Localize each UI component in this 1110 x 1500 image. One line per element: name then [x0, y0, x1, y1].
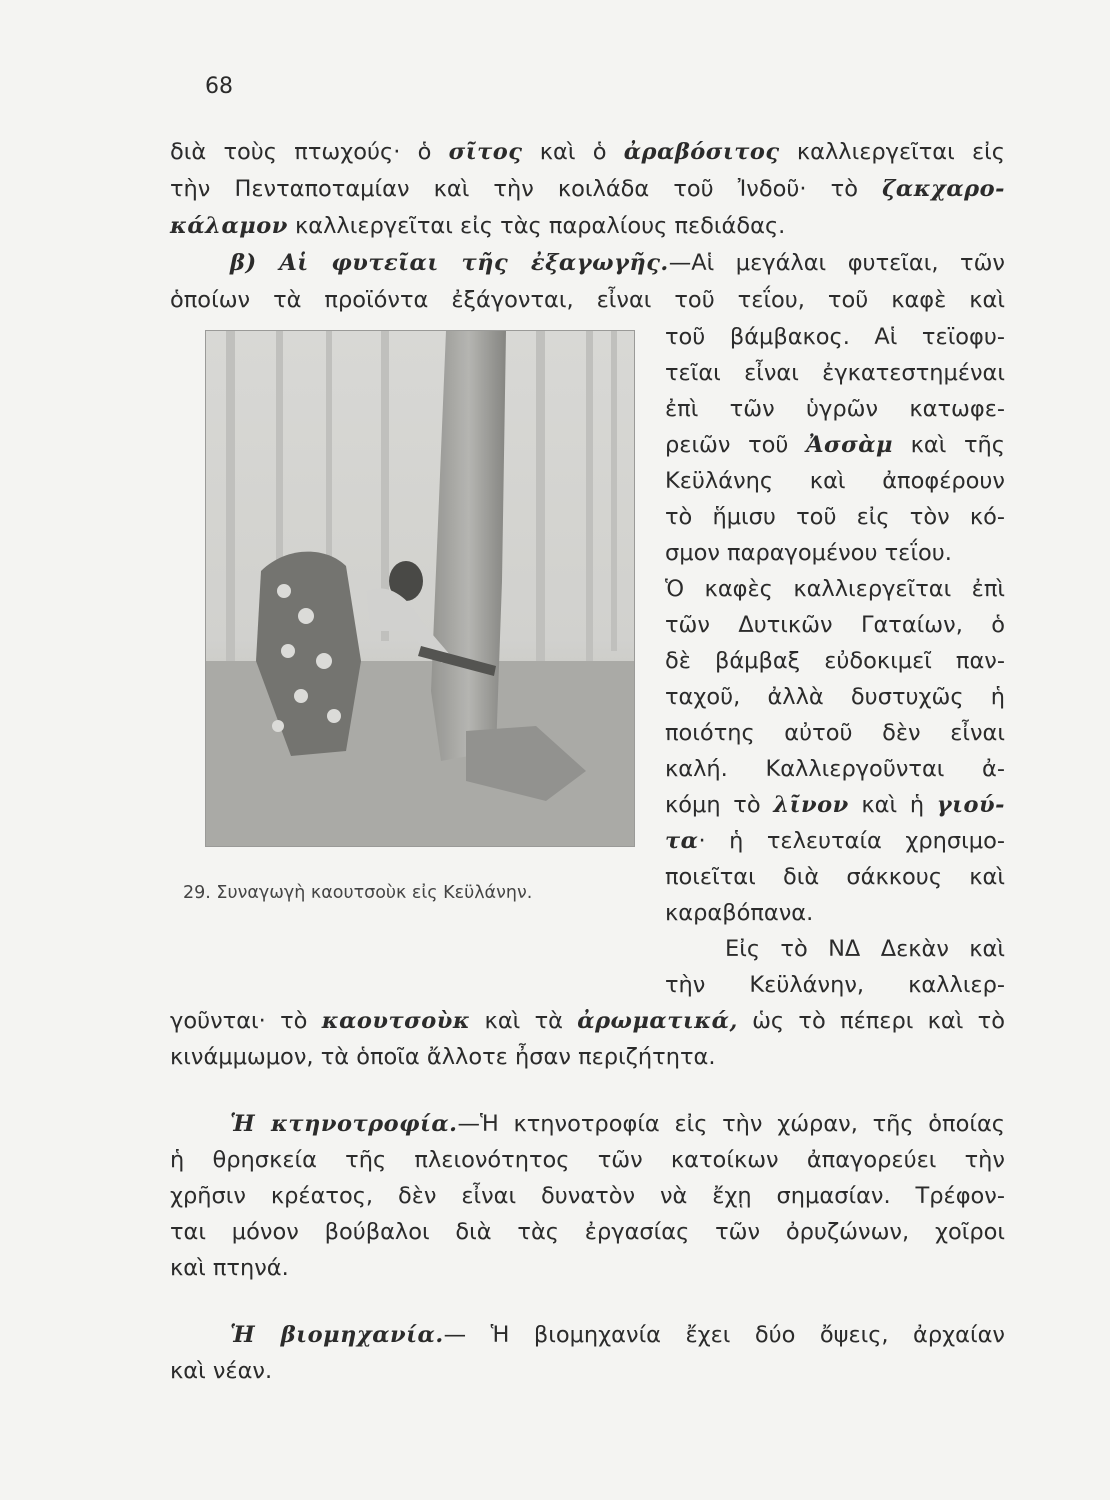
emphasized-term: γιού-	[936, 792, 1005, 818]
text-segment: τὸ ἥμισυ τοῦ εἰς τὸν κό-	[665, 504, 1005, 530]
text-segment: τοῦ βάμβακος. Αἱ τεϊοφυ-	[665, 324, 1005, 350]
column-line	[665, 716, 1005, 751]
figure-caption: 29. Συναγωγὴ καουτσοὺκ εἰς Κεϋλάνην.	[183, 883, 533, 903]
emphasized-term: λῖνον	[773, 792, 849, 818]
column-line	[665, 608, 1005, 643]
text-segment: καὶ ἡ	[848, 792, 937, 818]
column-line	[665, 572, 1005, 607]
column-line	[665, 644, 1005, 679]
text-segment: κόμη τὸ	[665, 792, 774, 818]
column-line	[665, 788, 1005, 823]
text-segment: ἡ θρησκεία τῆς πλειονότητος τῶν κατοίκων ἀπαγορεύει τὴν	[170, 1147, 1005, 1173]
emphasized-term: Ἡ βιομηχανία.	[230, 1322, 444, 1348]
text-line	[170, 209, 785, 244]
text-line	[170, 135, 1005, 170]
text-line	[170, 172, 1005, 207]
text-segment: ταχοῦ, ἀλλὰ δυστυχῶς ἡ	[665, 684, 1005, 710]
text-segment: καὶ πτηνά.	[170, 1255, 289, 1281]
text-segment: ὡς τὸ πέπερι καὶ τὸ	[737, 1008, 1005, 1034]
column-line	[665, 824, 1005, 859]
text-segment: ἐπὶ τῶν ὑγρῶν κατωφε-	[665, 396, 1005, 422]
emphasized-term: Ἡ κτηνοτροφία.	[230, 1111, 458, 1137]
text-segment: Εἰς τὸ ΝΔ Δεκὰν καὶ	[725, 936, 1005, 962]
text-segment: καλλιεργεῖται εἰς	[779, 139, 1005, 165]
text-segment: ποιεῖται διὰ σάκκους καὶ	[665, 864, 1005, 890]
text-segment: Κεϋλάνης καὶ ἀποφέρουν	[665, 468, 1005, 494]
text-segment: τεῖαι εἶναι ἐγκατεστημέναι	[665, 360, 1005, 386]
text-segment: ποιότης αὐτοῦ δὲν εἶναι	[665, 720, 1005, 746]
text-segment: καὶ τὰ	[470, 1008, 578, 1034]
emphasized-term: Ἀσσὰμ	[806, 432, 893, 458]
text-segment: ται μόνον βούβαλοι διὰ τὰς ἐργασίας τῶν ὀρυζώνων, χοῖροι	[170, 1219, 1005, 1245]
emphasized-term: σῖτος	[448, 139, 523, 165]
column-line	[665, 860, 1005, 895]
column-line	[665, 320, 1005, 355]
text-segment: δὲ βάμβαξ εὐδοκιμεῖ παν-	[665, 648, 1005, 674]
column-line	[665, 752, 1005, 787]
text-segment: καραβόπανα.	[665, 900, 814, 926]
text-segment: καὶ ὁ	[522, 139, 624, 165]
emphasized-term: β) Αἱ φυτεῖαι τῆς ἐξαγωγῆς.	[230, 250, 669, 276]
column-line	[665, 464, 1005, 499]
text-segment: καλή. Καλλιεργοῦνται ἀ-	[665, 756, 1005, 782]
text-line	[170, 1040, 716, 1075]
text-line	[230, 1107, 1005, 1142]
rubber-tapping-photo	[205, 330, 635, 847]
page-number: 68	[205, 74, 233, 99]
text-segment: κινάμμωμον, τὰ ὁποῖα ἄλλοτε ἦσαν περιζήτητα.	[170, 1044, 716, 1070]
column-line	[665, 428, 1005, 463]
text-segment: τῶν Δυτικῶν Γαταίων, ὁ	[665, 612, 1005, 638]
text-line	[170, 1251, 289, 1286]
emphasized-term: ἀραβόσιτος	[623, 139, 780, 165]
photo-illustration	[206, 331, 634, 846]
text-segment: καλλιεργεῖται εἰς τὰς παραλίους πεδιάδας.	[287, 213, 786, 239]
text-segment: διὰ τοὺς πτωχούς· ὁ	[170, 139, 449, 165]
emphasized-term: καουτσοὺκ	[321, 1008, 471, 1034]
text-line	[170, 1354, 272, 1389]
column-line	[665, 680, 1005, 715]
text-segment: —Ἡ κτηνοτροφία εἰς τὴν χώραν, τῆς ὁποίας	[457, 1111, 1006, 1137]
emphasized-term: κάλαμον	[170, 213, 288, 239]
column-line	[665, 500, 1005, 535]
text-segment: —Αἱ μεγάλαι φυτεῖαι, τῶν	[668, 250, 1005, 276]
text-line	[170, 1143, 1005, 1178]
text-segment: καὶ τῆς	[893, 432, 1005, 458]
text-segment: καὶ νέαν.	[170, 1358, 273, 1384]
text-line	[170, 1179, 1005, 1214]
column-line	[665, 968, 1005, 1003]
text-segment: ὁποίων τὰ προϊόντα ἐξάγονται, εἶναι τοῦ τεΐου, τοῦ καφὲ καὶ	[170, 287, 1005, 313]
column-line	[665, 356, 1005, 391]
column-line	[665, 392, 1005, 427]
text-segment: γοῦνται· τὸ	[170, 1008, 322, 1034]
column-line	[665, 896, 813, 931]
column-line	[725, 932, 1005, 967]
text-segment: σμον παραγομένου τεΐου.	[665, 540, 952, 566]
column-line	[665, 536, 952, 571]
text-segment: τὴν Κεϋλάνην, καλλιερ-	[665, 972, 1005, 998]
text-segment: · ἡ τελευταία χρησιμο-	[698, 828, 1005, 854]
text-segment: χρῆσιν κρέατος, δὲν εἶναι δυνατὸν νὰ ἔχῃ σημασίαν. Τρέφον-	[170, 1183, 1005, 1209]
text-line	[230, 246, 1005, 281]
emphasized-term: ἀρωματικά,	[577, 1008, 738, 1034]
text-line	[170, 1004, 1005, 1039]
text-segment: ρειῶν τοῦ	[665, 432, 807, 458]
text-segment: Ὁ καφὲς καλλιεργεῖται ἐπὶ	[665, 576, 1005, 602]
text-segment: τὴν Πενταποταμίαν καὶ τὴν κοιλάδα τοῦ Ἰνδοῦ· τὸ	[170, 176, 883, 202]
text-line	[170, 1215, 1005, 1250]
emphasized-term: τα	[665, 828, 699, 854]
text-line	[230, 1318, 1005, 1353]
emphasized-term: ζακχαρο-	[882, 176, 1005, 202]
text-segment: — Ἡ βιομηχανία ἔχει δύο ὄψεις, ἀρχαίαν	[443, 1322, 1005, 1348]
text-line	[170, 283, 1005, 318]
